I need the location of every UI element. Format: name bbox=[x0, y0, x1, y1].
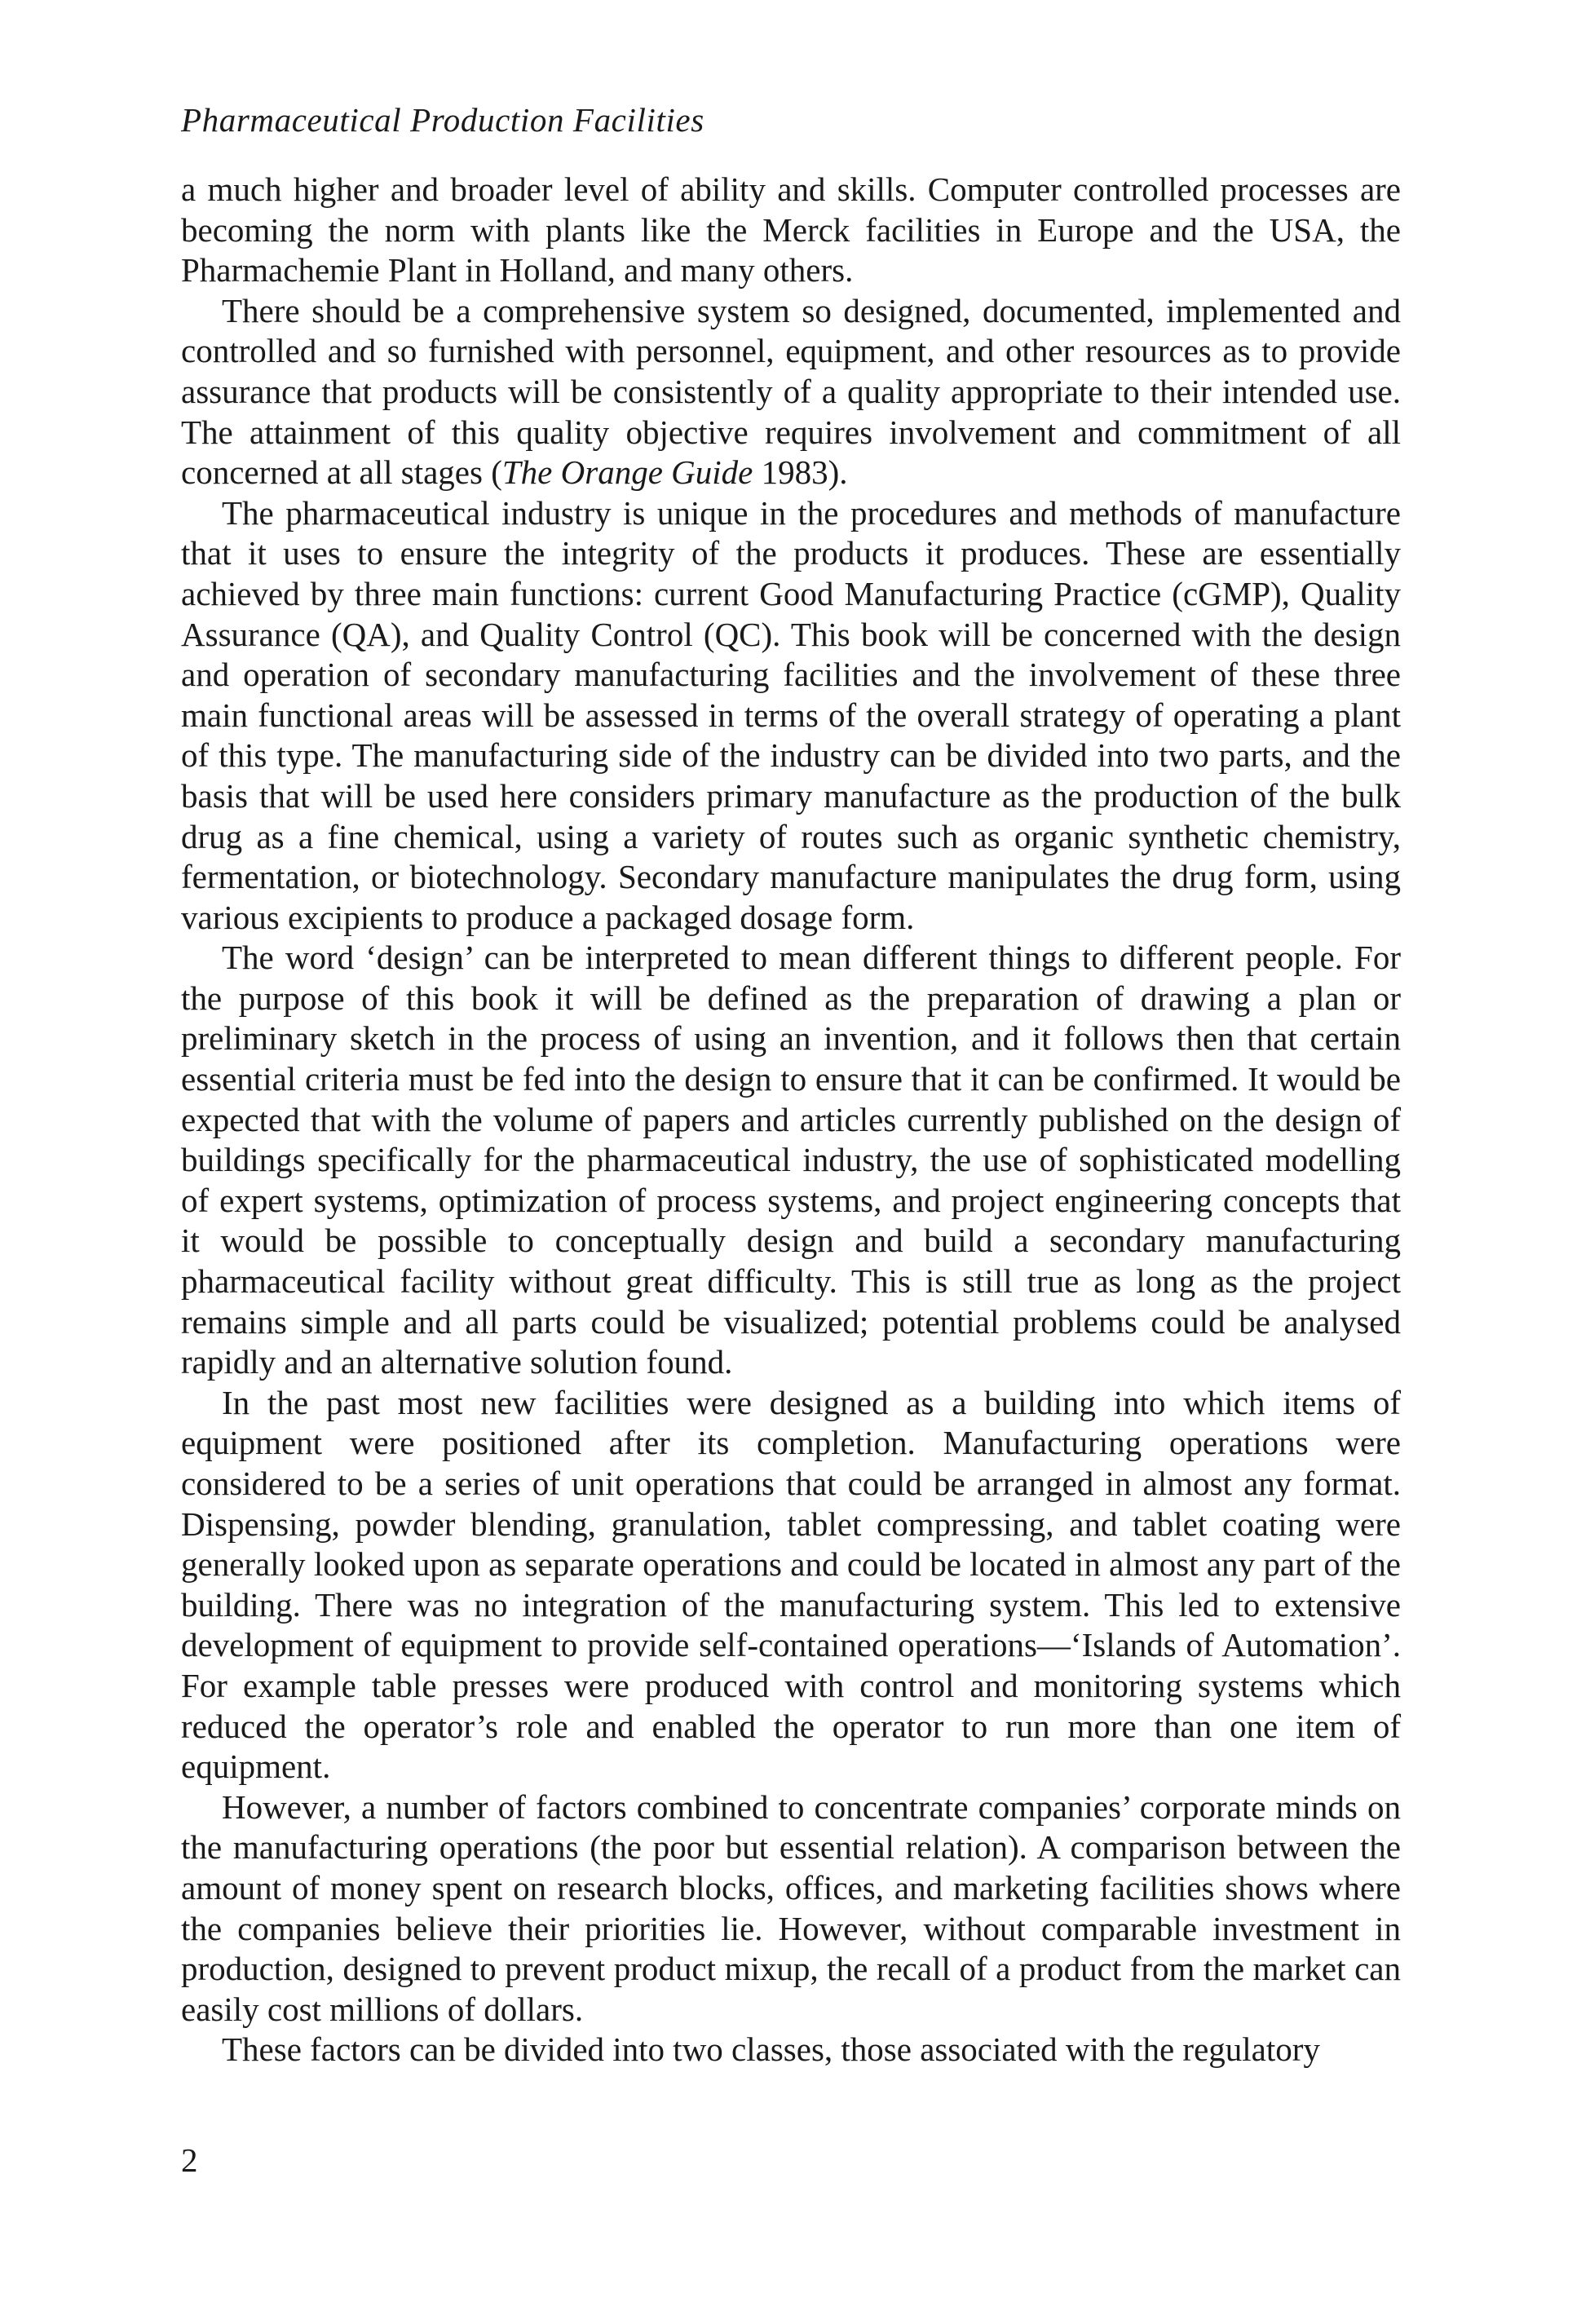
page-number: 2 bbox=[181, 2141, 198, 2179]
paragraph: a much higher and broader level of ability and skills. Computer controlled processes are becoming the norm with plants like the Merck facilities in Europe and the USA, the Pharmachemie Plant in Holland, and many others. bbox=[181, 170, 1401, 289]
paragraph: The word ‘design’ can be interpreted to mean different things to different people. For the purpose of this book it will be defined as the preparation of drawing a plan or preliminary sketch in the process of using an invention, and it follows then that certain essential criteria must be fed into the design to ensure that it can be confirmed. It would be expected that with the volume of papers and articles currently published on the design of buildings specifically for the pharmaceutical industry, the use of sophisticated modelling of expert systems, optimization of process systems, and project engineering concepts that it would be possible to conceptually design and build a secondary manufacturing pharmaceutical facility without great difficulty. This is still true as long as the project remains simple and all parts could be visualized; potential problems could be analysed rapidly and an alternative solution found. bbox=[181, 939, 1401, 1381]
paragraph: The pharmaceutical industry is unique in the procedures and methods of manufacture that it uses to ensure the integrity of the products it produces. These are essentially achieved by three main functions: current Good Manufacturing Practice (cGMP), Quality Assurance (QA), and Quality Control (QC). This book will be concerned with the design and operation of secondary manufacturing facilities and the involvement of these three main functional areas will be assessed in terms of the overall strategy of operating a plant of this type. The manufacturing side of the industry can be divided into two parts, and the basis that will be used here considers primary manufacture as the production of the bulk drug as a fine chemical, using a variety of routes such as organic synthetic chemistry, fermentation, or biotechnology. Secondary manufacture manipulates the drug form, using various excipients to produce a packaged dosage form. bbox=[181, 493, 1401, 936]
paragraph-text: 1983). bbox=[753, 453, 848, 492]
running-header: Pharmaceutical Production Facilities bbox=[181, 101, 704, 139]
body-text bbox=[181, 170, 1401, 2070]
paragraph: These factors can be divided into two classes, those associated with the regulatory bbox=[222, 2030, 1320, 2069]
paragraph: In the past most new facilities were designed as a building into which items of equipment were positioned after its completion. Manufacturing operations were considered to be a series of unit operations that could be arranged in almost any format. Dispensing, powder blending, granulation, tablet compressing, and tablet coating were generally looked upon as separate operations and could be located in almost any part of the building. There was no integration of the manufacturing system. This led to extensive development of equipment to provide self-contained operations—‘Islands of Automation’. For example table presses were produced with control and monitoring systems which reduced the operator’s role and enabled the operator to run more than one item of equipment. bbox=[181, 1383, 1401, 1786]
paragraph bbox=[181, 291, 1401, 493]
citation-title: The Orange Guide bbox=[501, 453, 753, 492]
paragraph: However, a number of factors combined to concentrate companies’ corporate minds on the manufacturing operations (the poor but essential relation). A comparison between the amount of money spent on research blocks, offices, and marketing facilities shows where the companies believe their priorities lie. However, without comparable investment in production, designed to prevent product mixup, the recall of a product from the market can easily cost millions of dollars. bbox=[181, 1787, 1401, 2028]
paragraph-text: There should be a comprehensive system so designed, documented, implemented and controlled and so furnished with personnel, equipment, and other resources as to provide assurance that products will be consistently of a quality appropriate to their intended use. The attainment of this quality objective requires involvement and commitment of all concerned at all stages ( bbox=[181, 291, 1401, 492]
